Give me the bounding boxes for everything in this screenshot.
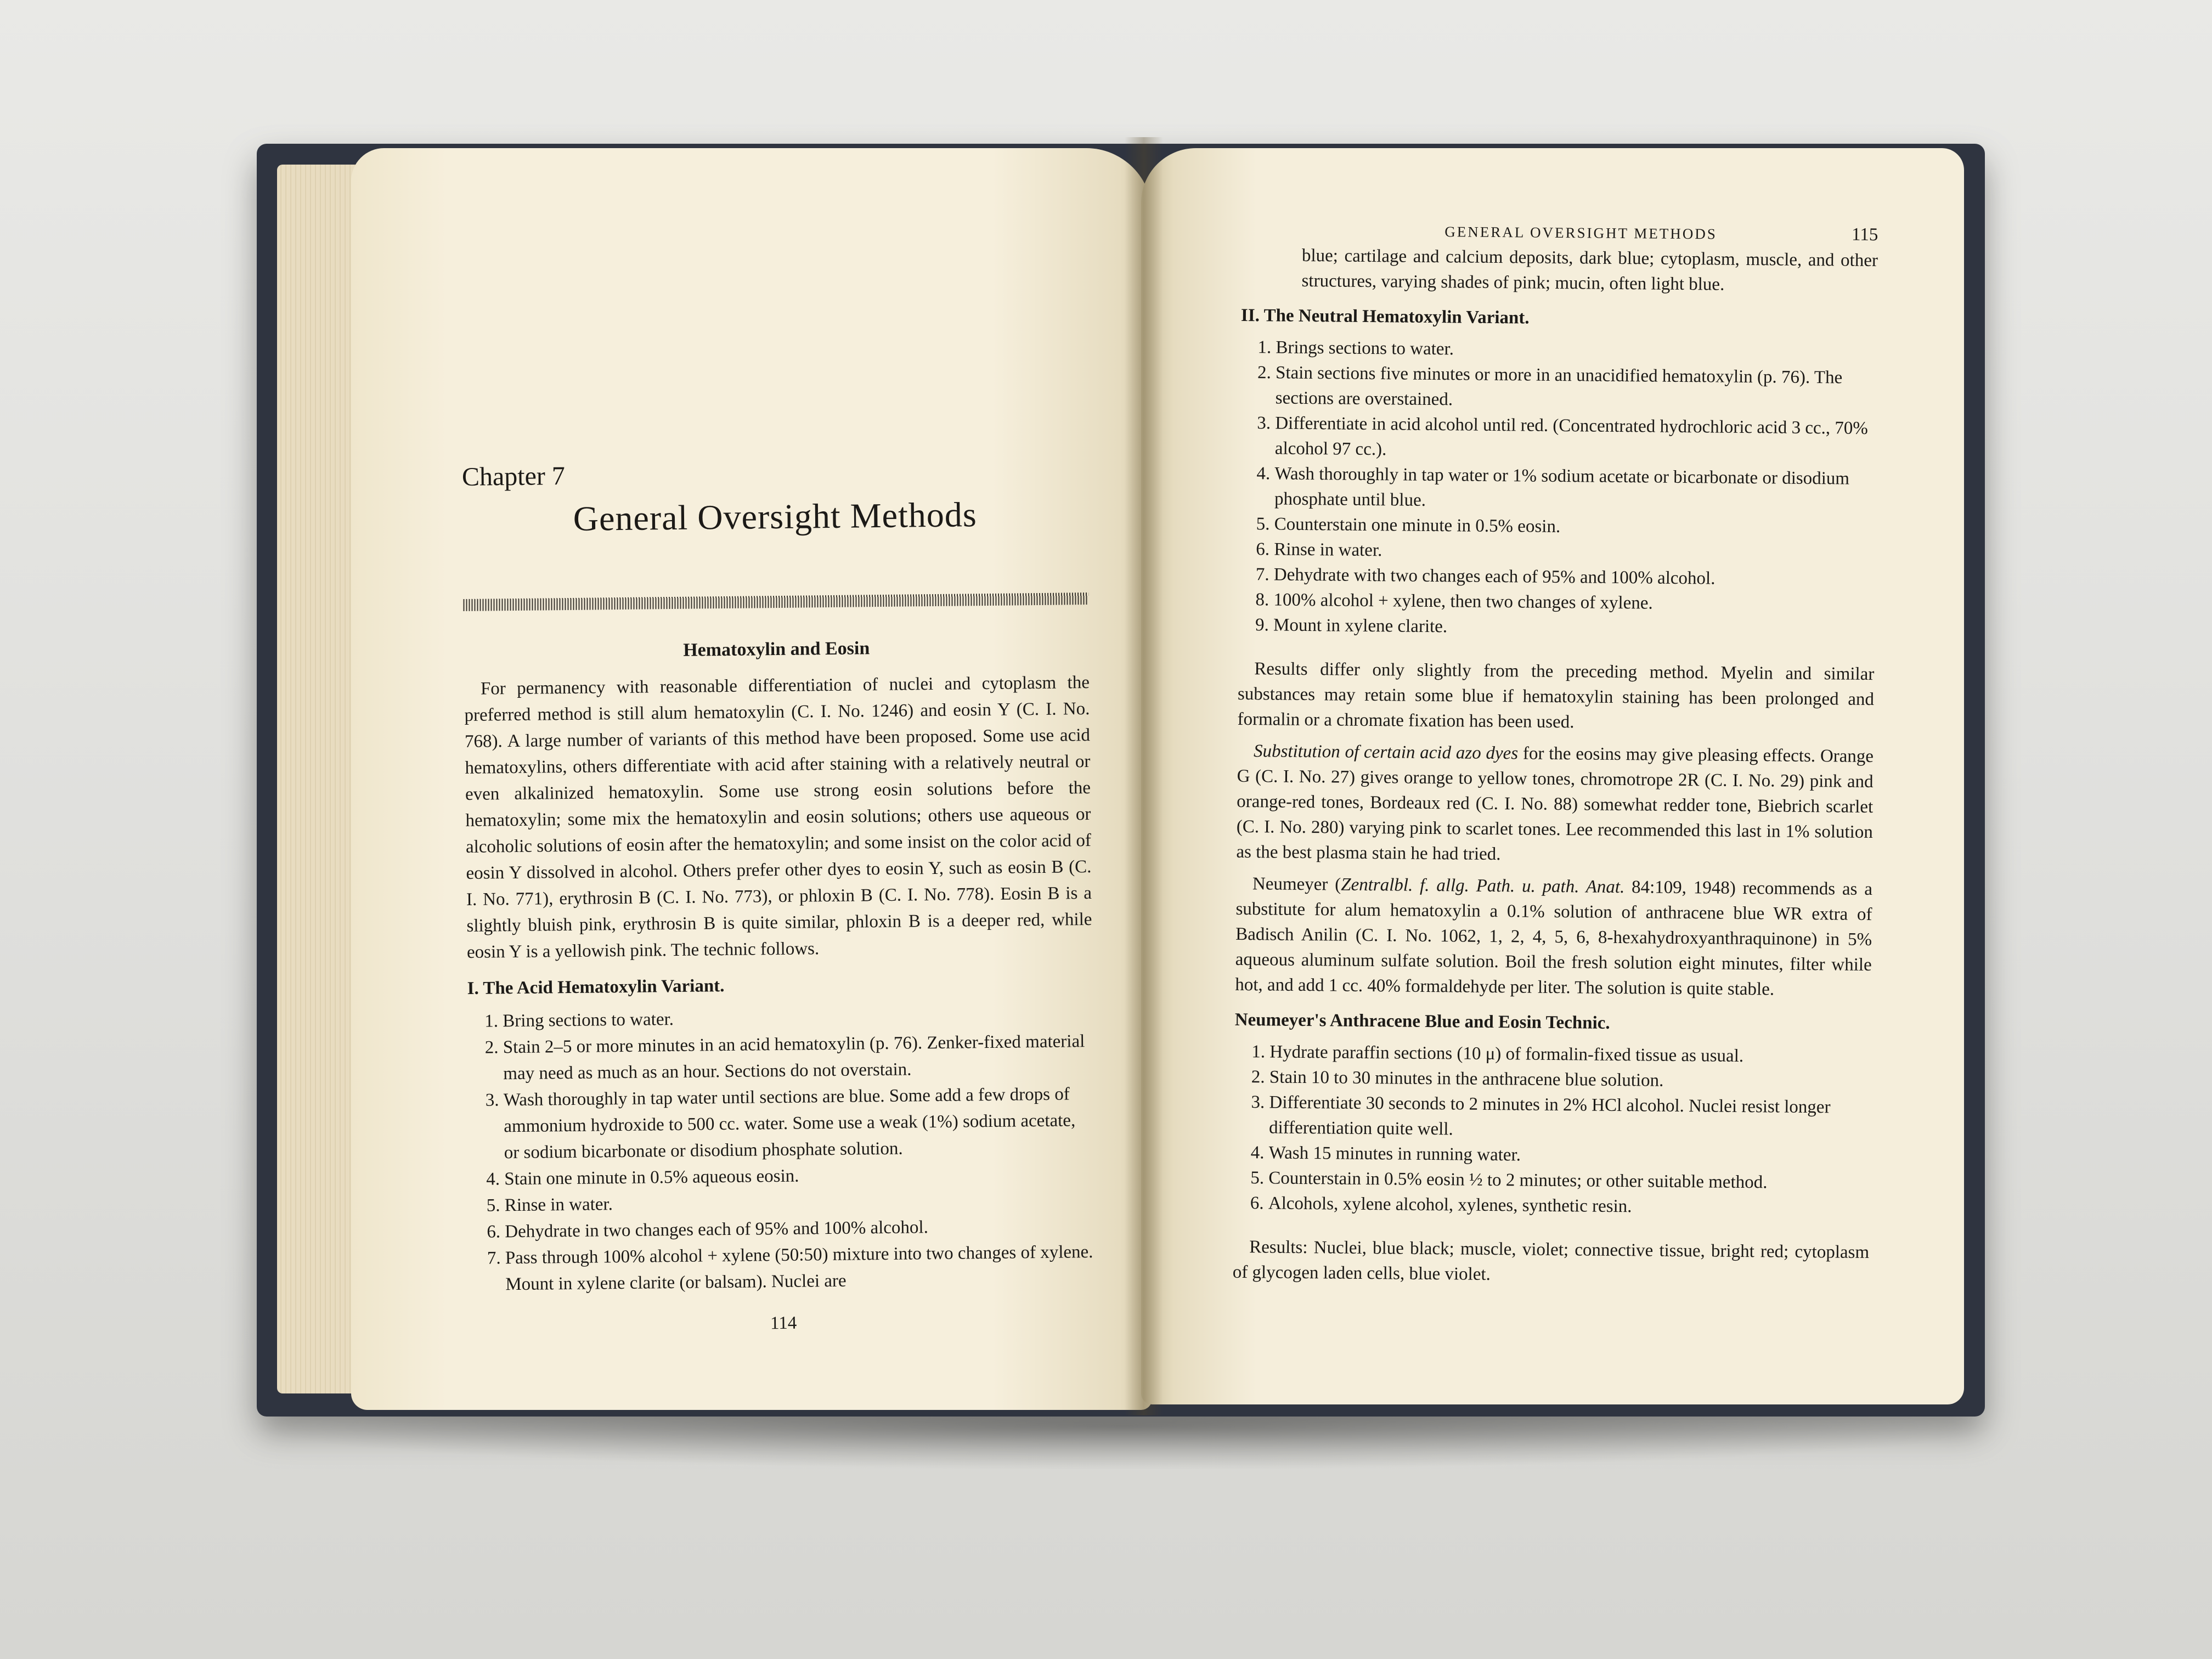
step-item: 9. Mount in xylene clarite. [1273,613,1875,644]
results-paragraph: Results differ only slightly from the preceding method. Myelin and similar substances may retain some blue if hematoxylin staining has been prolonged and formalin or a chromate fixation has been used. [1237,659,1875,732]
book-gutter [1125,137,1163,1415]
step-item: 2. Stain sections five minutes or more in an unacidified hematoxylin (p. 76). The sections are overstained. [1275,360,1877,416]
step-item: 3. Differentiate in acid alcohol until red. (Concentrated hydrochloric acid 3 cc., 70% alcohol 97 cc.). [1275,411,1877,467]
step-item: 6. Alcohols, xylene alcohol, xylenes, synthetic resin. [1268,1190,1870,1221]
neumeyer-citation: Zentralbl. f. allg. Path. u. path. Anat. [1341,874,1625,898]
step-item: 4. Wash thoroughly in tap water or 1% sodium acetate or bicarbonate or disodium phosphate until blue. [1274,461,1876,517]
section-heading: Hematoxylin and Eosin [683,638,870,661]
substitution-text: for the eosins may give pleasing effects. Orange G (C. I. No. 27) gives orange to yellow tones, chromotrope 2R (C. I. No. 29) pink and orange-red tones, Bordeaux red (C. I. No. 88) somewhat redder tone, Biebrich scarlet (C. I. No. 280) varying pink to scarlet tones. Lee recommended this last in 1% solution as the best plasma stain he had tried. [1236,743,1874,865]
step-item: 2. Stain 2–5 or more minutes in an acid hematoxylin (p. 76). Zenker-fixed material may need as much as an hour. Sections do not overstain. [503,1028,1094,1087]
chapter-label: Chapter 7 [461,461,566,492]
step-item: 5. Counterstain one minute in 0.5% eosin. [1274,512,1875,543]
acid-variant-steps [467,1002,1096,1298]
step-item: 4. Wash 15 minutes in running water. [1268,1140,1870,1171]
step-item: 1. Bring sections to water. [503,1002,1093,1034]
intro-paragraph: For permanency with reasonable differentiation of nuclei and cytoplasm the preferred method is still alum hematoxylin (C. I. No. 1246) and eosin Y (C. I. No. 768). A large number of variants of this method have been proposed. Some use acid hematoxylins, others differentiate with acid after staining with a relatively neutral or even alkalinized hematoxylin. Some use strong eosin solutions before the hematoxylin; some mix the hematoxylin and eosin solutions; others use aqueous or alcoholic solutions of eosin after the hematoxylin; and some insist on the color acid of eosin Y dissolved in alcohol. Others prefer other dyes to eosin Y, such as eosin B (C. I. No. 771), erythrosin B (C. I. No. 773), or phloxin B (C. I. No. 778). Eosin B is a slightly bluish pink, erythrosin B is quite similar, phloxin B is a deeper red, while eosin Y is a yellowish pink. The technic follows. [464,673,1092,962]
step-item: 7. Dehydrate with two changes each of 95% and 100% alcohol. [1274,562,1875,593]
neutral-variant-steps [1238,335,1877,643]
chapter-title: General Oversight Methods [573,495,978,538]
neumeyer-text: 84:109, 1948) recommends as a substitute for alum hematoxylin a 0.1% solution of anthracene blue WR extra of Badisch Anilin (C. I. No. 1062, 1, 2, 4, 5, 6, 8-hexahydroxyanthraquinone) in 5% aqueous aluminum sulfate solution. Boil the fresh solution eight minutes, filter while hot, and add 1 cc. 40% formaldehyde per liter. The solution is quite stable. [1235,877,1873,1000]
page-number: 115 [1851,224,1878,245]
technic-steps [1233,1039,1871,1221]
page-number: 114 [770,1313,797,1334]
variant-heading: I. The Acid Hematoxylin Variant. [467,976,725,998]
step-item: 6. Rinse in water. [1274,537,1875,568]
continuation-paragraph: blue; cartilage and calcium deposits, dark blue; cytoplasm, muscle, and other structures, varying shades of pink; mucin, often light blue. [1301,245,1878,295]
neumeyer-start: Neumeyer ( [1252,874,1341,895]
step-item: 6. Dehydrate in two changes each of 95% and 100% alcohol. [505,1212,1095,1245]
step-item: 3. Wash thoroughly in tap water until sections are blue. Some add a few drops of ammonium hydroxide to 500 cc. water. Some use a weak (1%) sodium acetate, or sodium bicarbonate or disodium phosphate solution. [504,1081,1094,1166]
step-item: 4. Stain one minute in 0.5% aqueous eosin. [504,1160,1094,1192]
step-item: 5. Counterstain in 0.5% eosin ½ to 2 minutes; or other suitable method. [1268,1165,1870,1196]
right-page [1141,148,1964,1404]
final-results-paragraph: Results: Nuclei, blue black; muscle, violet; connective tissue, bright red; cytoplasm of glycogen laden cells, blue violet. [1232,1237,1870,1285]
variant-heading: II. The Neutral Hematoxylin Variant. [1240,305,1530,328]
substitution-paragraph [1236,738,1874,870]
step-item: 8. 100% alcohol + xylene, then two changes of xylene. [1273,588,1875,618]
decorative-rule [463,592,1088,611]
step-item: 7. Pass through 100% alcohol + xylene (50:50) mixture into two changes of xylene. Mount in xylene clarite (or balsam). Nuclei are [505,1239,1096,1297]
running-title: GENERAL OVERSIGHT METHODS [1444,223,1717,242]
step-item: 3. Differentiate 30 seconds to 2 minutes in 2% HCl alcohol. Nuclei resist longer differentiation quite well. [1269,1090,1871,1146]
neumeyer-paragraph [1235,871,1872,1003]
step-item: 1. Hydrate paraffin sections (10 μ) of formalin-fixed tissue as usual. [1269,1039,1871,1070]
right-page-content [1232,217,1878,1297]
technic-heading: Neumeyer's Anthracene Blue and Eosin Technic. [1234,1009,1610,1033]
step-item: 1. Brings sections to water. [1276,335,1877,366]
step-item: 2. Stain 10 to 30 minutes in the anthracene blue solution. [1269,1064,1871,1095]
left-page [351,148,1152,1410]
substitution-italic: Substitution of certain acid azo dyes [1253,741,1519,764]
step-item: 5. Rinse in water. [505,1186,1095,1218]
left-page-content [462,458,1097,1340]
